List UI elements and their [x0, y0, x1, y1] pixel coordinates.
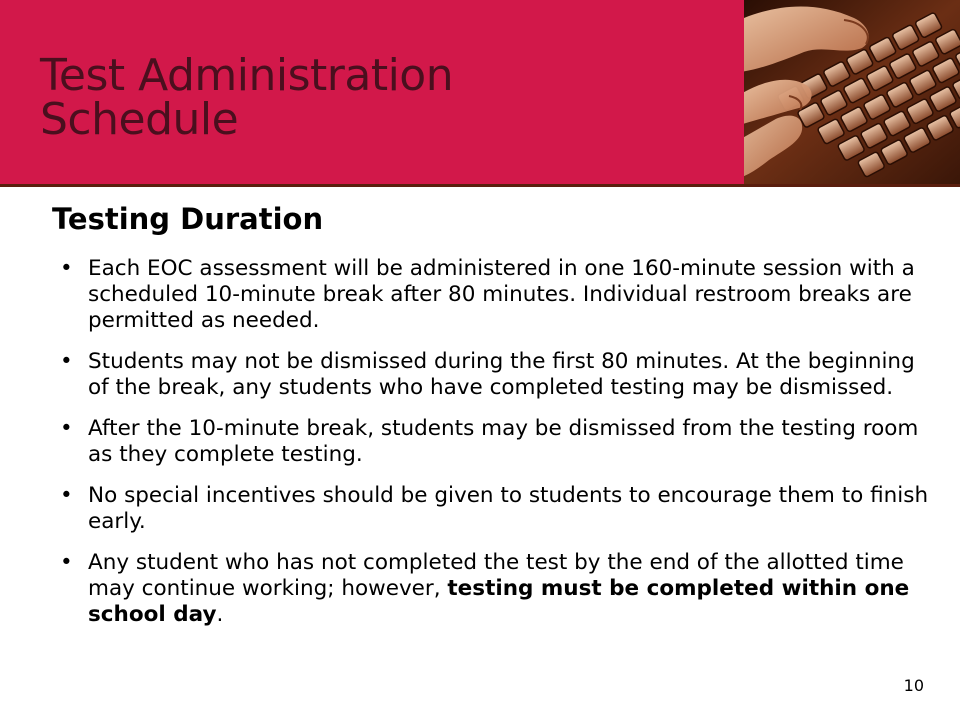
list-item	[60, 349, 930, 401]
bullet-text-emphasis: testing must be completed within one school day	[88, 576, 910, 627]
bullet-icon: •	[60, 483, 73, 508]
bullet-text: After the 10-minute break, students may be dismissed from the testing room as they complete testing.	[88, 416, 919, 467]
bullet-text: No special incentives should be given to students to encourage them to finish early.	[88, 483, 929, 534]
bullet-icon: •	[60, 416, 73, 441]
slide-title-line-1: Test Administration	[40, 50, 454, 101]
bullet-text-end: .	[216, 602, 224, 627]
bullet-text-start: Any student who has not completed the test by the end of the allotted time may continue working; however,	[88, 550, 904, 601]
slide-title	[40, 50, 454, 145]
keyboard-hands-photo-icon	[744, 0, 960, 184]
list-item	[60, 483, 930, 535]
slide-title-line-2: Schedule	[40, 94, 239, 145]
page-number: 10	[903, 676, 924, 695]
bullet-icon: •	[60, 550, 73, 575]
bullet-text: Students may not be dismissed during the first 80 minutes. At the beginning of the break, any students who have completed testing may be dismissed.	[88, 349, 915, 400]
bullet-icon: •	[60, 349, 73, 374]
bullet-list	[60, 256, 930, 643]
list-item	[60, 550, 930, 628]
section-heading: Testing Duration	[52, 202, 324, 236]
title-band	[0, 0, 744, 184]
list-item	[60, 416, 930, 468]
title-divider	[0, 184, 960, 187]
list-item	[60, 256, 930, 334]
bullet-text: Each EOC assessment will be administered in one 160-minute session with a scheduled 10-minute break after 80 minutes. Individual restroom breaks are permitted as needed.	[88, 256, 915, 333]
bullet-icon: •	[60, 256, 73, 281]
